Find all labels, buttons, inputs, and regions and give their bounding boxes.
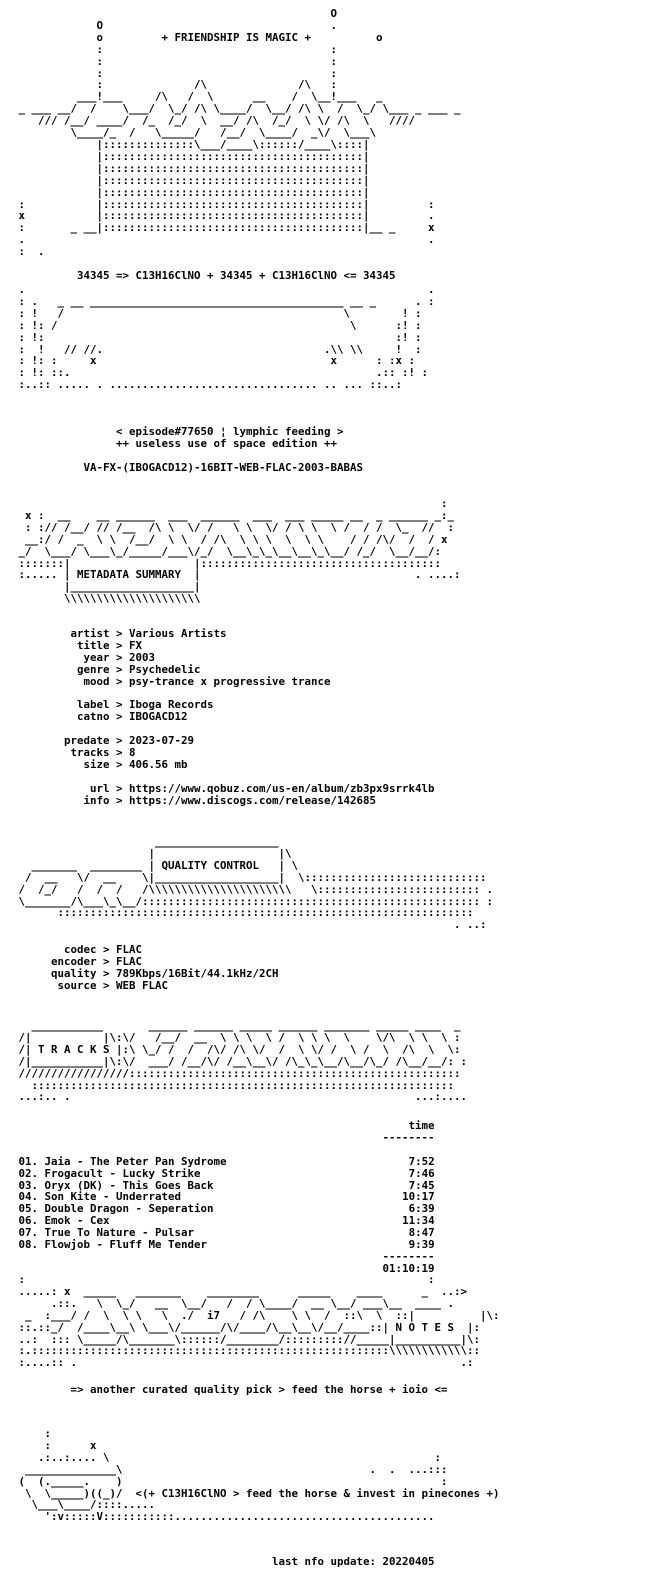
header-art-lower: . . : . _ __ _______________________________________ __ _ . : : ! / \ ! : : !: / \ :! : : !: :! : : ! // //. .\\ \\ ! : : !: : x x : :x : : !: ::. .:: :! : :..:: ..... . ................................ .. ... ::..:	[18, 283, 435, 392]
kv-value[interactable]: https://www.discogs.com/release/142685	[129, 793, 377, 807]
tracks-block: time -------- 01. Jaia - The Peter Pan Sydrome 7:52 02. Frogacult - Lucky Strike 7:46 03. Oryx (DK) - This Goes Back 7:45 04. Son Kite - Underrated 10:17 05. Double Dragon - Seperation 6:39 06. Emok - Cex 11:34 07. True To Nature - Pulsar 8:47 08. Flowjob - Fluff Me Tender 9:39 -------- 01:10:19	[12, 1120, 435, 1275]
kv-key: size	[83, 757, 110, 771]
track-title: Oryx (DK) - This Goes Back	[44, 1178, 214, 1192]
kv-value: FX	[129, 638, 143, 652]
kv-value: FLAC	[116, 954, 143, 968]
header-art: O O . o + FRIENDSHIP IS MAGIC + o : : : : : : : /\ /\ : ___!___ /\ / \ __ / \__!___ _ _ ___ __/ / \___/ \_/ /\ \____/ \__/ /\ \ / \_/ \___ _ ___ _ /// /__/ ____/ /_ /_/ \ __/ /\ /_/ \ \/ /\ \ //// \____/_ / \_____/ /__/ \____/ _\/ \___\ |::::::::::::::\___/____\::::::/____\::::| |::::::::::::::::::::::::::::::::::::::::| |::::::::::::::::::::::::::::::::::::::::| |::::::::::::::::::::::::::::::::::::::::| |::::::::::::::::::::::::::::::::::::::::| : |::::::::::::::::::::::::::::::::::::::::| : x |::::::::::::::::::::::::::::::::::::::::| . : _ __|::::::::::::::::::::::::::::::::::::::::|__ _ x . . : .	[18, 7, 461, 259]
kv-row: info > https://www.discogs.com/release/142685	[83, 793, 377, 807]
metadata-block	[12, 628, 435, 807]
quality-title: QUALITY CONTROL	[161, 858, 260, 872]
kv-key: predate	[64, 734, 110, 748]
banner-text: + FRIENDSHIP IS MAGIC +	[161, 30, 312, 44]
track-time: 7:46	[408, 1166, 435, 1180]
kv-key: artist	[70, 627, 110, 640]
notes-block	[12, 1384, 448, 1396]
kv-row: quality > 789Kbps/16Bit/44.1kHz/2CH	[51, 966, 279, 980]
footer-tagline: <(+ C13H16ClNO > feed the horse & invest in pinecones +)	[135, 1486, 500, 1500]
kv-key: source	[57, 978, 97, 992]
track-number: 07.	[18, 1226, 39, 1240]
kv-row: artist > Various Artists	[70, 627, 227, 640]
kv-value: IBOGACD12	[129, 710, 188, 724]
quality-block	[12, 944, 279, 992]
kv-value: FLAC	[116, 943, 143, 956]
kv-key: title	[77, 638, 110, 652]
metadata-title: METADATA SUMMARY	[77, 568, 182, 582]
tracks-header-art: ___________ ______ ______ _____ ______ _______ _____ ____ _ /| |\:\/ /__/ __ \ \ \ \ / \ \ \ \ \/\ \ \ \ : /| T R A C K S |:\ \_/ / / /\/ /\ \/ / \ \/ / \ / \ /\ \ \: /|___________|\:\/ ___/ /__/\/ /__\__\/ /\_\_\__/\__/\_/ /\__/__/: : /////////////////::::::::::::::::::::::::::::::::::::::::::::::::::: ::::::::::::::::::::::::::::::::::::::::::::::::::::::::::::::::: ...:.. . ...:....	[18, 1019, 468, 1104]
kv-row: url > https://www.qobuz.com/us-en/album/zb3px9srrk4lb	[90, 781, 435, 795]
edition-line: ++ useless use of space edition ++	[116, 436, 338, 450]
footer-art: : : x .:..:.... \ : ______________\ . . ...::: ( (._____. ) : \ \_____)((_)/ <(+ C13H16ClNO > feed the horse & invest in pinecones +) \___\____/::::..... ':v:::::V:::::::::::........................................	[18, 1427, 500, 1524]
kv-key: encoder	[51, 954, 97, 968]
kv-value: WEB FLAC	[116, 978, 169, 992]
kv-value: 2003	[129, 650, 156, 664]
kv-key: genre	[77, 662, 110, 676]
track-number: 03.	[18, 1178, 39, 1192]
kv-value: 2023-07-29	[129, 734, 195, 748]
kv-row: title > FX	[77, 638, 143, 652]
total-time: 01:10:19	[382, 1261, 435, 1275]
kv-row: encoder > FLAC	[51, 954, 143, 968]
track-time: 7:52	[408, 1154, 435, 1168]
track-time: 11:34	[402, 1214, 435, 1228]
track-number: 05.	[18, 1202, 39, 1216]
kv-key: mood	[83, 674, 110, 688]
kv-row: catno > IBOGACD12	[77, 710, 188, 724]
kv-value: Iboga Records	[129, 698, 214, 712]
track-title: True To Nature - Pulsar	[44, 1226, 195, 1240]
kv-row: genre > Psychedelic	[77, 662, 201, 676]
track-time: 9:39	[408, 1238, 435, 1252]
track-title: Frogacult - Lucky Strike	[44, 1166, 201, 1180]
last-update: last nfo update: 20220405	[272, 1555, 435, 1568]
kv-row: tracks > 8	[70, 746, 136, 760]
kv-value: 8	[129, 746, 136, 760]
kv-row: predate > 2023-07-29	[64, 734, 195, 748]
kv-row: mood > psy-trance x progressive trance	[83, 674, 331, 688]
kv-key: quality	[51, 966, 97, 980]
time-header: time	[408, 1119, 435, 1132]
kv-key: tracks	[70, 746, 110, 760]
kv-key: catno	[77, 710, 110, 724]
track-number: 08.	[18, 1238, 39, 1252]
kv-key: url	[90, 781, 110, 795]
notes-title: N O T E S	[395, 1320, 455, 1334]
track-title: Son Kite - Underrated	[44, 1190, 182, 1204]
kv-value: Psychedelic	[129, 662, 201, 676]
track-row	[12, 1238, 435, 1251]
update-line	[12, 1556, 435, 1568]
kv-key: codec	[64, 943, 97, 956]
track-number: 01.	[18, 1154, 39, 1168]
track-title: Emok - Cex	[44, 1214, 110, 1228]
formula-text: 34345 => C13H16ClNO + 34345 + C13H16ClNO <= 34345	[77, 269, 396, 282]
kv-value: 789Kbps/16Bit/44.1kHz/2CH	[116, 966, 279, 980]
track-time: 6:39	[408, 1202, 435, 1216]
kv-key: year	[83, 650, 110, 664]
kv-value: Various Artists	[129, 627, 227, 640]
tracks-title: T R A C K S	[38, 1042, 110, 1056]
notes-pick: => another curated quality pick > feed the horse + ioio <=	[70, 1383, 448, 1396]
track-time: 8:47	[408, 1226, 435, 1240]
episode-line: < episode#77650 ¦ lymphic feeding >	[116, 425, 344, 438]
track-title: Jaia - The Peter Pan Sydrome	[44, 1154, 227, 1168]
kv-key: label	[77, 698, 110, 712]
track-number: 02.	[18, 1166, 39, 1180]
quality-header-art: ___________________ | |\ _______ ________ | QUALITY CONTROL | \ / __ \/ __ \|___________________| \:::::::::::::::::::::::::::: / /_/ / / / /\\\\\\\\\\\\\\\\\\\\\\ \::::::::::::::::::::::::: . \_______/\___\_\__/:::::::::::::::::::::::::::::::::::::::::::::::::::: : :::::::::::::::::::::::::::::::::::::::::::::::::::::::::::::::: . ..:	[18, 835, 494, 932]
release-name: VA-FX-(IBOGACD12)-16BIT-WEB-FLAC-2003-BABAS	[83, 460, 364, 474]
kv-value[interactable]: https://www.qobuz.com/us-en/album/zb3px9srrk4lb	[129, 781, 435, 795]
track-time: 7:45	[408, 1178, 435, 1192]
metadata-header-art: : x : __ __ ______ ___ ______ ___ ___ _____ __ _ ______ _:_ : :// /__/ // /__ /\ \ \/ / \ \ \/ / \ \ \ / / / \_ // : __:/ / _ \ \ /__/ \ \ / /\ \ \ \ \ \ \ / / /\/ / / x _/ \___/ \___\_/_____/___\/_/ \__\_\_\__\__\_\__/ /_/ \__/__/: :::::::| |::::::::::::::::::::::::::::::::::::: :..... | METADATA SUMMARY | . ....: |___________________| \\\\\\\\\\\\\\\\\\\\\	[18, 497, 461, 606]
kv-row: label > Iboga Records	[77, 698, 214, 712]
track-time: 10:17	[402, 1190, 435, 1204]
kv-row: codec > FLAC	[64, 943, 143, 956]
formula-line	[12, 270, 396, 282]
track-number: 04.	[18, 1190, 39, 1204]
track-title: Double Dragon - Seperation	[44, 1202, 214, 1216]
kv-row: source > WEB FLAC	[57, 978, 169, 992]
notes-header-art: : : .....: x _____ _______ ________ _____ ____ _ ..:> .::. \ \_/ __ \__/ / / \____/ __ \__/ ___\__ ____ . _ :___/ / \ \ \ \ ./ i7 / /\ \ \ / ::\ \ ::| |\: ::.::_/ /____\__\ \___\/______/\/____/\__\__\/__/____::| N O T E S |: ..: ::: \_____/\_______\::::::/________/::::::::://_____|__________|\: :.:::::::::::::::::::::::::::::::::::::::::::::::::::::::\\\\\\\\\\\\:: :....:: . .:	[18, 1273, 500, 1370]
kv-row: size > 406.56 mb	[83, 757, 188, 771]
kv-row: year > 2003	[83, 650, 156, 664]
kv-value: 406.56 mb	[129, 757, 188, 771]
track-title: Flowjob - Fluff Me Tender	[44, 1238, 208, 1252]
kv-key: info	[83, 793, 110, 807]
kv-value: psy-trance x progressive trance	[129, 674, 331, 688]
track-number: 06.	[18, 1214, 39, 1228]
intro-block	[12, 426, 363, 474]
